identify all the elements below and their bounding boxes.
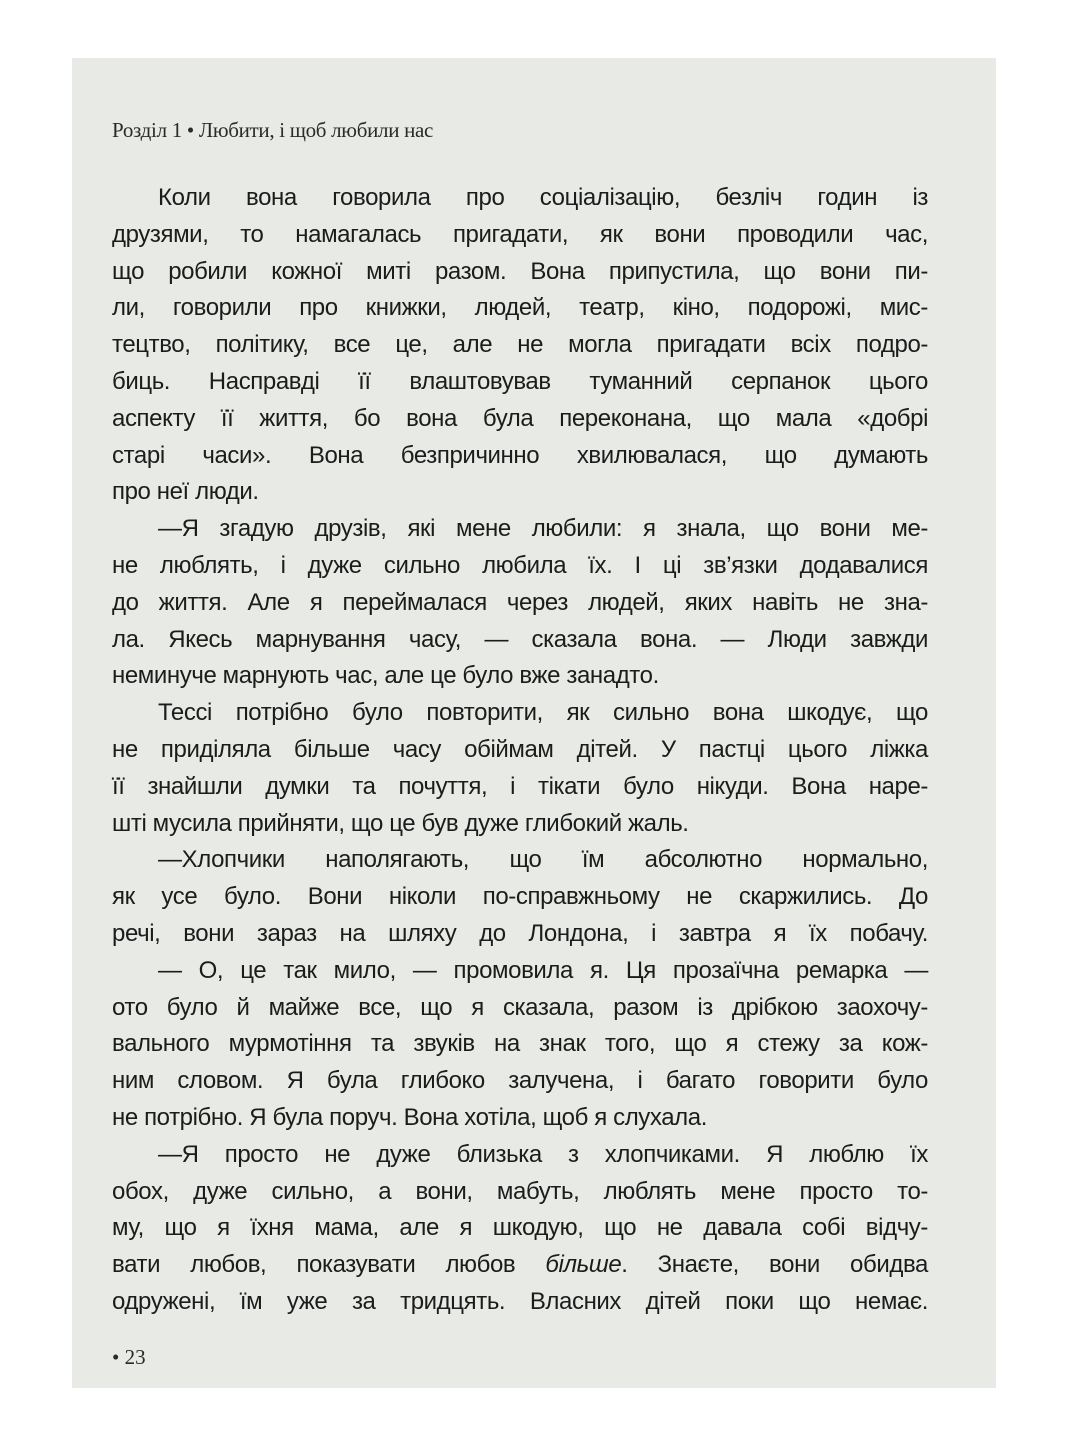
text-line: ла. Якесь марнування часу, — сказала вона. — Люди завжди	[112, 625, 928, 653]
text-line: ото було й майже все, що я сказала, разом із дрібкою заохочу-	[112, 993, 928, 1021]
text-line: —Я просто не дуже близька з хлопчиками. Я люблю їх	[158, 1140, 928, 1168]
text-line: її знайшли думки та почуття, і тікати було нікуди. Вона наре-	[112, 772, 928, 800]
text-line: Коли вона говорила про соціалізацію, безліч годин із	[158, 184, 928, 211]
text-line: не потрібно. Я була поруч. Вона хотіла, щоб я слухала.	[112, 1103, 708, 1131]
text-line: му, що я їхня мама, але я шкодую, що не давала собі відчу-	[112, 1214, 928, 1242]
text-line: — О, це так мило, — промовила я. Ця прозаїчна ремарка —	[158, 956, 928, 984]
text-line: до життя. Але я переймалася через людей, яких навіть не зна-	[112, 588, 928, 616]
text-line: биць. Насправді її влаштовував туманний серпанок цього	[112, 367, 928, 395]
running-header: Розділ 1 • Любити, і щоб любили нас	[112, 118, 434, 142]
emphasis: більше	[545, 1251, 622, 1279]
text-line: неминуче марнують час, але це було вже занадто.	[112, 662, 659, 690]
text-line: одружені, їм уже за тридцять. Власних дітей поки що немає.	[112, 1287, 928, 1315]
text-line: аспекту її життя, бо вона була переконана, що мала «добрі	[112, 404, 928, 432]
text-line: —Хлопчики наполягають, що їм абсолютно нормально,	[158, 846, 928, 874]
text-line: друзями, то намагалась пригадати, як вони проводили час,	[112, 220, 928, 248]
text-line: що робили кожної миті разом. Вона припустила, що вони пи-	[112, 257, 928, 285]
text-line: про неї люди.	[112, 478, 259, 506]
text-line: шті мусила прийняти, що це був дуже глибокий жаль.	[112, 809, 689, 837]
text-line: —Я згадую друзів, які мене любили: я знала, що вони ме-	[158, 515, 928, 543]
text-line: ли, говорили про книжки, людей, театр, кіно, подорожі, мис-	[112, 294, 928, 322]
body-text	[112, 180, 928, 1321]
text-line: тецтво, політику, все це, але не могла пригадати всіх подро-	[112, 331, 928, 359]
text-line: речі, вони зараз на шляху до Лондона, і завтра я їх побачу.	[112, 919, 928, 947]
page-number: • 23	[112, 1345, 146, 1369]
text-line: вати любов, показувати любов більше. Знаєте, вони обидва	[112, 1251, 928, 1279]
text-line: ним словом. Я була глибоко залучена, і багато говорити було	[112, 1067, 928, 1095]
text-line: вального мурмотіння та звуків на знак того, що я стежу за кож-	[112, 1030, 928, 1058]
text-line: не люблять, і дуже сильно любила їх. І ці зв’язки додавалися	[112, 551, 928, 579]
text-line: Тессі потрібно було повторити, як сильно вона шкодує, що	[158, 699, 928, 727]
text-line: не приділяла більше часу обіймам дітей. У пастці цього ліжка	[112, 735, 928, 763]
text-line: обох, дуже сильно, а вони, мабуть, люблять мене просто то-	[112, 1177, 928, 1205]
text-line: старі часи». Вона безпричинно хвилювалася, що думають	[112, 441, 928, 469]
text-line: як усе було. Вони ніколи по-справжньому не скаржились. До	[112, 883, 928, 911]
